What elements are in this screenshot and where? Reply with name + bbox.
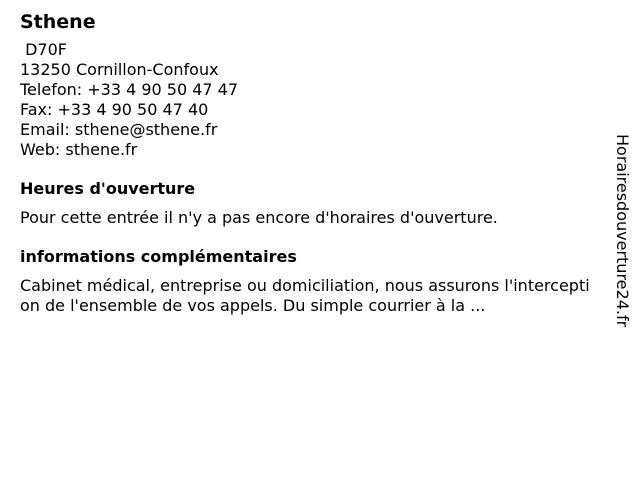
fax-number: Fax: +33 4 90 50 47 40 (20, 100, 209, 119)
address-street: D70F (20, 40, 67, 59)
additional-info-text: Cabinet médical, entreprise ou domiciliation, nous assurons l'interception de l'ensemble de vos appels. Du simple courrier à la ... (20, 276, 590, 315)
opening-hours-heading: Heures d'ouverture (20, 179, 196, 198)
additional-info-heading: informations complémentaires (20, 247, 297, 266)
opening-hours-text: Pour cette entrée il n'y a pas encore d'horaires d'ouverture. (20, 208, 498, 227)
business-entry (20, 8, 590, 316)
business-name: Sthene (20, 11, 96, 33)
phone-number: Telefon: +33 4 90 50 47 47 (20, 80, 239, 99)
email-address: Email: sthene@sthene.fr (20, 120, 218, 139)
address-city: 13250 Cornillon-Confoux (20, 60, 219, 79)
contact-block (20, 40, 590, 160)
website: Web: sthene.fr (20, 140, 138, 159)
site-watermark: Horairesdouverture24.fr (613, 134, 632, 328)
